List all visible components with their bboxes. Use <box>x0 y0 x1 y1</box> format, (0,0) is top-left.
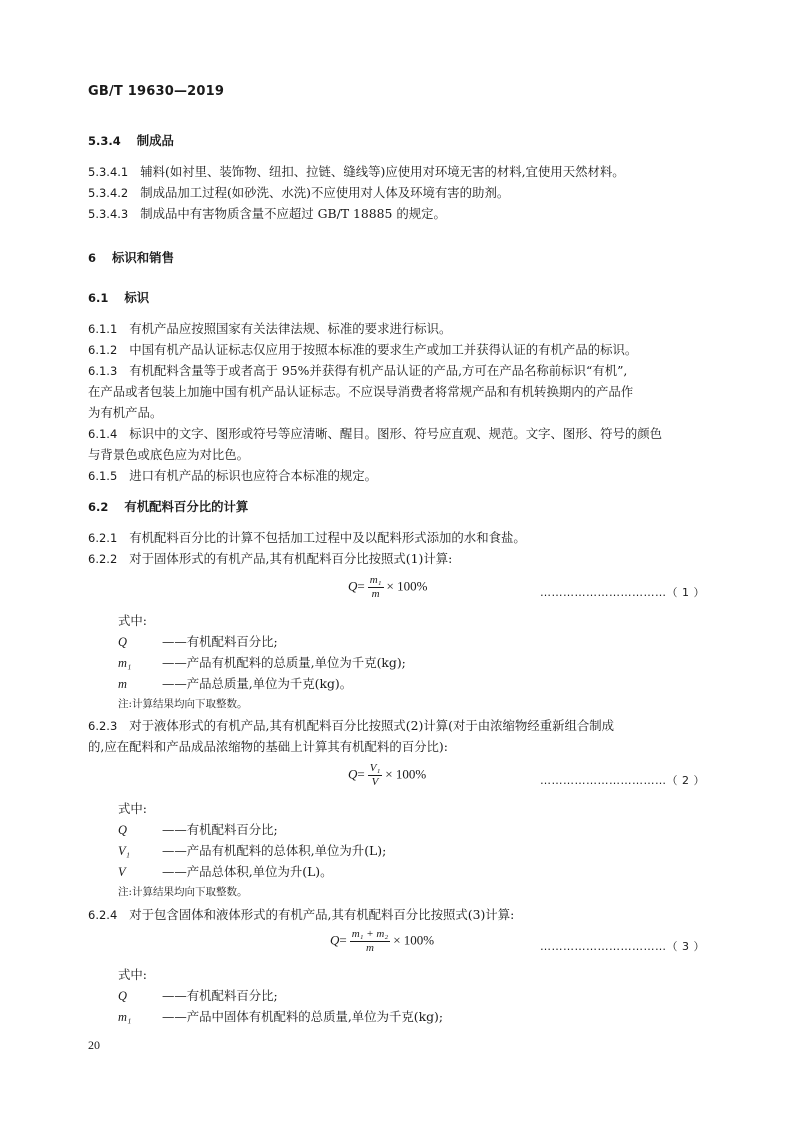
formula-lhs: Q <box>348 766 358 782</box>
formula-1 <box>348 574 427 601</box>
clause-text: 对于固体形式的有机产品,其有机配料百分比按照式(1)计算: <box>129 551 453 566</box>
formula-lhs: Q <box>330 932 340 948</box>
clause-number: 5.3.4.2 <box>88 186 129 200</box>
section-number: 6.2 <box>88 500 109 514</box>
equation-number-3: ……………………………（ 3 ） <box>540 940 705 953</box>
clause-5-3-4-3 <box>88 205 446 223</box>
formula-2 <box>348 762 426 789</box>
clause-text: 对于液体形式的有机产品,其有机配料百分比按照式(2)计算(对于由浓缩物经重新组合制成 <box>129 718 615 733</box>
where-label-1: 式中: <box>118 613 147 628</box>
variable-description: ——有机配料百分比; <box>162 634 278 649</box>
section-heading-5-3-4 <box>88 132 174 150</box>
formula-rhs: × 100% <box>385 766 427 782</box>
fraction-numerator: m₁ + m₂ <box>351 928 389 940</box>
clause-5-3-4-2 <box>88 184 509 202</box>
formula-fraction <box>368 574 384 601</box>
variable-description: ——产品有机配料的总体积,单位为升(L); <box>162 843 387 858</box>
formula-fraction <box>350 928 390 955</box>
clause-text: 有机配料含量等于或者高于 95%并获得有机产品认证的产品,方可在产品名称前标识“有机”, <box>129 363 628 378</box>
variable-description: ——产品总质量,单位为千克(kg)。 <box>162 676 353 691</box>
clause-number: 5.3.4.1 <box>88 165 129 179</box>
clause-6-1-1 <box>88 320 451 338</box>
section-title: 标识 <box>124 290 150 305</box>
variable-description: ——产品总体积,单位为升(L)。 <box>162 864 333 879</box>
formula-3 <box>330 928 434 955</box>
variable-description: ——产品有机配料的总质量,单位为千克(kg); <box>162 655 406 670</box>
section-heading-6-2 <box>88 498 248 516</box>
clause-6-2-1 <box>88 529 526 547</box>
clause-6-1-5 <box>88 467 377 485</box>
clause-number: 6.2.3 <box>88 719 118 733</box>
clause-number: 6.1.3 <box>88 364 118 378</box>
fraction-numerator: m₁ <box>369 574 382 586</box>
clause-5-3-4-1 <box>88 163 625 181</box>
fraction-numerator: V₁ <box>369 762 381 774</box>
variable-symbol: Q <box>118 635 127 649</box>
formula-equals: = <box>339 932 347 948</box>
equation-number-1: ……………………………（ 1 ） <box>540 586 705 599</box>
note-2: 注:计算结果均向下取整数。 <box>118 886 248 898</box>
variable-symbol: Q <box>118 989 127 1003</box>
variable-symbol: Q <box>118 823 127 837</box>
clause-number: 6.2.2 <box>88 552 118 566</box>
variable-symbol: V <box>118 865 126 879</box>
clause-number: 6.1.2 <box>88 343 118 357</box>
variable-symbol: m <box>118 677 127 691</box>
clause-6-2-3-line2: 的,应在配料和产品成品浓缩物的基础上计算其有机配料的百分比): <box>88 739 448 754</box>
note-1: 注:计算结果均向下取整数。 <box>118 698 248 710</box>
formula-equals: = <box>357 578 365 594</box>
clause-text: 对于包含固体和液体形式的有机产品,其有机配料百分比按照式(3)计算: <box>129 907 515 922</box>
section-title: 有机配料百分比的计算 <box>124 499 249 514</box>
clause-text: 有机产品应按照国家有关法律法规、标准的要求进行标识。 <box>129 321 452 336</box>
formula-rhs: × 100% <box>386 578 428 594</box>
clause-6-1-4 <box>88 425 662 443</box>
clause-number: 6.1.1 <box>88 322 118 336</box>
clause-number: 6.1.4 <box>88 427 118 441</box>
fraction-denominator: V <box>371 776 379 788</box>
chapter-heading-6 <box>88 249 174 267</box>
clause-text: 制成品加工过程(如砂洗、水洗)不应使用对人体及环境有害的助剂。 <box>140 185 510 200</box>
clause-text: 标识中的文字、图形或符号等应清晰、醒目。图形、符号应直观、规范。文字、图形、符号的颜色 <box>129 426 663 441</box>
clause-number: 6.2.1 <box>88 531 118 545</box>
variable-description: ——产品中固体有机配料的总质量,单位为千克(kg); <box>162 1009 444 1024</box>
variable-definition <box>118 863 333 881</box>
fraction-denominator: m <box>365 942 374 954</box>
formula-fraction <box>368 762 383 789</box>
variable-description: ——有机配料百分比; <box>162 988 278 1003</box>
variable-definition <box>118 987 278 1005</box>
section-title: 制成品 <box>136 133 174 148</box>
variable-symbol: V₁ <box>118 844 130 858</box>
chapter-number: 6 <box>88 251 97 265</box>
variable-definition <box>118 675 352 693</box>
section-number: 5.3.4 <box>88 134 121 148</box>
variable-definition <box>118 1008 443 1026</box>
clause-6-1-3-line3: 为有机产品。 <box>88 405 163 420</box>
clause-text: 制成品中有害物质含量不应超过 GB/T 18885 的规定。 <box>140 206 446 221</box>
clause-text: 中国有机产品认证标志仅应用于按照本标准的要求生产或加工并获得认证的有机产品的标识。 <box>129 342 638 357</box>
variable-description: ——有机配料百分比; <box>162 822 278 837</box>
clause-6-1-3-line2: 在产品或者包装上加施中国有机产品认证标志。不应误导消费者将常规产品和有机转换期内的产品作 <box>88 384 634 399</box>
variable-definition <box>118 842 386 860</box>
clause-6-1-2 <box>88 341 637 359</box>
variable-symbol: m₁ <box>118 1010 132 1024</box>
clause-text: 有机配料百分比的计算不包括加工过程中及以配料形式添加的水和食盐。 <box>129 530 526 545</box>
clause-number: 5.3.4.3 <box>88 207 129 221</box>
where-label-3: 式中: <box>118 967 147 982</box>
clause-6-1-4-line2: 与背景色或底色应为对比色。 <box>88 447 250 462</box>
clause-6-2-4 <box>88 906 514 924</box>
variable-definition <box>118 633 278 651</box>
section-heading-6-1 <box>88 289 149 307</box>
clause-6-2-3 <box>88 717 614 735</box>
clause-6-2-2 <box>88 550 452 568</box>
variable-definition <box>118 821 278 839</box>
standard-code-header: GB/T 19630—2019 <box>88 84 225 99</box>
variable-symbol: m₁ <box>118 656 132 670</box>
formula-rhs: × 100% <box>393 932 435 948</box>
chapter-title: 标识和销售 <box>112 250 174 265</box>
clause-text: 进口有机产品的标识也应符合本标准的规定。 <box>129 468 378 483</box>
formula-lhs: Q <box>348 578 358 594</box>
clause-6-1-3 <box>88 362 627 380</box>
formula-equals: = <box>357 766 365 782</box>
clause-number: 6.2.4 <box>88 908 118 922</box>
section-number: 6.1 <box>88 291 109 305</box>
variable-definition <box>118 654 406 672</box>
where-label-2: 式中: <box>118 801 147 816</box>
equation-number-2: ……………………………（ 2 ） <box>540 774 705 787</box>
clause-text: 辅料(如衬里、装饰物、纽扣、拉链、缝线等)应使用对环境无害的材料,宜使用天然材料。 <box>140 164 625 179</box>
clause-number: 6.1.5 <box>88 469 118 483</box>
page-number: 20 <box>88 1038 100 1052</box>
fraction-denominator: m <box>371 588 380 600</box>
